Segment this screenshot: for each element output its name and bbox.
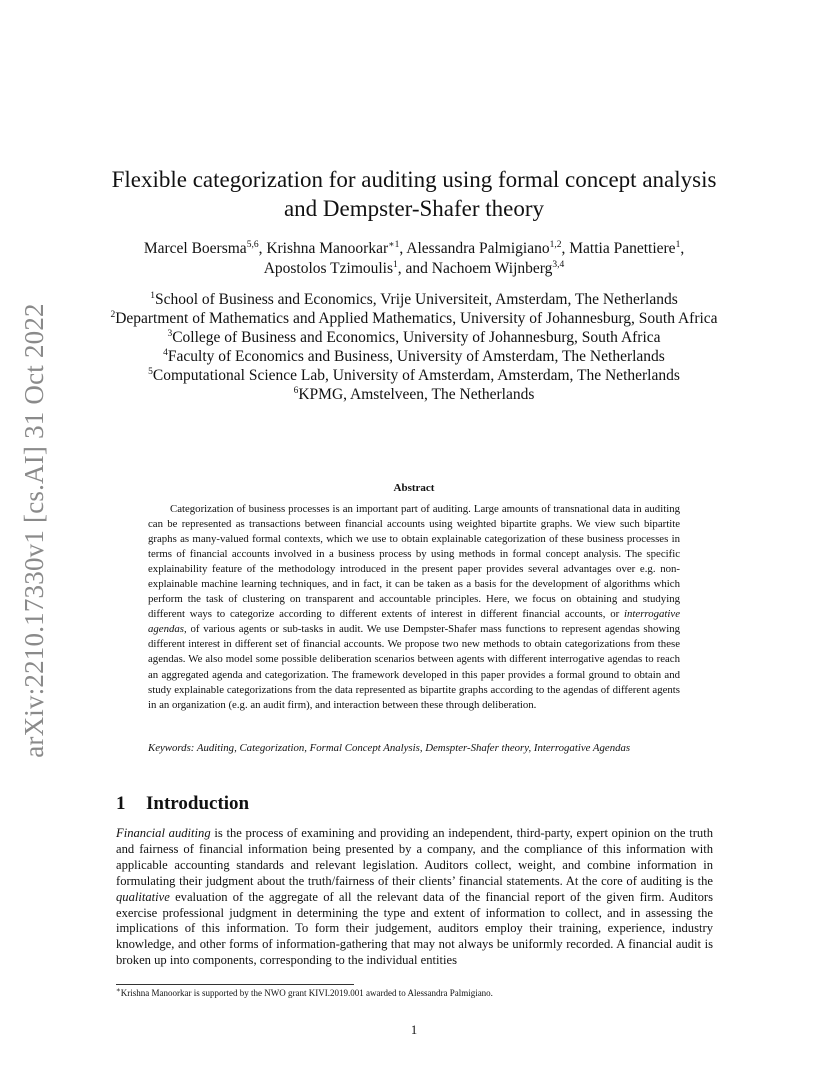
author-name: Marcel Boersma — [143, 240, 247, 257]
affiliation-text: College of Business and Economics, University of Johannesburg, South Africa — [172, 329, 661, 346]
author-affiliation-marker: 1,2 — [549, 239, 562, 250]
author-name: Apostolos Tzimoulis — [263, 260, 394, 277]
affiliation-item — [104, 385, 724, 404]
abstract-emphasis: interrogative agendas — [148, 608, 680, 636]
author-name: Nachoem Wijnberg — [431, 260, 553, 277]
affiliation-number: 5 — [148, 366, 153, 377]
author-affiliation-marker: ∗1 — [388, 239, 400, 250]
affiliation-number: 3 — [167, 328, 173, 339]
affiliation-item — [104, 347, 724, 366]
affiliation-list — [104, 290, 724, 404]
abstract-heading: Abstract — [393, 482, 435, 494]
affiliation-text: Computational Science Lab, University of Amsterdam, Amsterdam, The Netherlands — [152, 367, 680, 384]
affiliation-item — [104, 328, 724, 347]
keywords: Keywords: Auditing, Categorization, Formal Concept Analysis, Demspter-Shafer theory, Interrogative Agendas — [148, 742, 631, 754]
intro-emphasis: qualitative — [116, 889, 170, 904]
section-heading — [116, 793, 249, 815]
affiliation-text: Faculty of Economics and Business, University of Amsterdam, The Netherlands — [167, 348, 665, 365]
footnote-text: Krishna Manoorkar is supported by the NWO grant KIVI.2019.001 awarded to Alessandra Palmigiano. — [120, 988, 493, 998]
author-name: Alessandra Palmigiano — [406, 240, 550, 257]
abstract-text: , of various agents or sub-tasks in audit. We use Dempster-Shafer mass functions to represent agendas showing different interest in different set of financial accounts. We propose two new methods to obtain categorizations from these agendas. We also model some possible deliberation scenarios between agents with different interrogative agendas to reach an aggregated agenda and categorization. The framework developed in this paper provides a formal ground to obtain and study explainable categorizations from the data represented as bipartite graphs according to the agendas of different agents in an organization (e.g. an audit firm), and interaction between these through deliberation. — [148, 623, 680, 711]
footnote — [116, 988, 493, 998]
author-name: Mattia Panettiere — [569, 240, 676, 257]
section-number: 1 — [116, 793, 126, 814]
affiliation-item — [104, 309, 724, 328]
intro-paragraph — [116, 826, 713, 969]
footnote-marker: ∗ — [116, 986, 121, 994]
author-list: Marcel Boersma$^{5,6}$, Krishna Manoorkar$^{∗1}$, Alessandra Palmigiano$^{1,2}$, Mattia Panettiere$^1$, Apostolos Tzimoulis$^1$, and Nachoem Wijnberg$^{3,4}$ — [143, 239, 685, 277]
abstract-text: Categorization of business processes is an important part of auditing. Large amounts of transnational data in auditing can be represented as transactions between financial accounts using weighted bipartite graphs. We view such bipartite graphs as many-valued formal contexts, which we use to obtain explainable categorization of these business processes in terms of financial accounts involved in a business process by using methods in formal concept analysis. The specific explainability feature of the methodology introduced in the present paper provides several advantages over e.g. non-explainable machine learning techniques, and in fact, it can be taken as a basis for the development of algorithms which perform the task of clustering on transparent and accountable principles. Here, we focus on obtaining and studying different ways to categorize according to different extents of interest in different financial accounts, or — [148, 503, 680, 621]
author-affiliation-marker: 3,4 — [552, 259, 565, 270]
affiliation-text: School of Business and Economics, Vrije Universiteit, Amsterdam, The Netherlands — [154, 291, 678, 308]
affiliation-text: Department of Mathematics and Applied Mathematics, University of Johannesburg, South Africa — [115, 310, 718, 327]
author-conjunction: and — [405, 260, 428, 277]
arxiv-side-stamp — [14, 296, 54, 764]
intro-emphasis: Financial auditing — [116, 826, 211, 840]
author-affiliation-marker: 1 — [675, 239, 681, 250]
affiliation-number: 6 — [293, 385, 299, 396]
intro-text: is the process of examining and providing an independent, third-party, expert opinion on the truth and fairness of financial information being presented by a company, and the compliance of this information with applicable accounting standards and relevant legislation. Auditors collect, weight, and combine information in formulating their judgment about the truth/fairness of their clients’ financial statements. At the core of auditing is the — [116, 826, 713, 888]
affiliation-item — [104, 290, 724, 309]
author-affiliation-marker: 1 — [393, 259, 398, 270]
section-title: Introduction — [146, 793, 250, 814]
affiliation-item — [104, 366, 724, 385]
page-number: 1 — [410, 1023, 418, 1037]
affiliation-text: KPMG, Amstelveen, The Netherlands — [298, 386, 535, 403]
arxiv-identifier: arXiv:2210.17330v1 [cs.AI] 31 Oct 2022 — [18, 302, 49, 758]
affiliation-number: 2 — [110, 309, 116, 320]
author-name: Krishna Manoorkar — [266, 240, 389, 257]
affiliation-number: 1 — [150, 290, 155, 301]
affiliation-number: 4 — [163, 347, 168, 358]
footnote-rule — [116, 984, 354, 985]
paper-title: Flexible categorization for auditing using formal concept analysis and Dempster-Shafer theory — [111, 167, 717, 221]
abstract-body — [148, 502, 680, 713]
intro-text: evaluation of the aggregate of all the relevant data of the financial report of the given firm. Auditors exercise professional judgment in determining the type and extent of information to collect, and in assessing the implications of this information. To form their judgement, auditors employ their training, experience, industry knowledge, and other forms of information-gathering that may not always be uniformly recorded. A financial audit is broken up into components, corresponding to the individual entities — [116, 889, 713, 968]
author-affiliation-marker: 5,6 — [246, 239, 259, 250]
